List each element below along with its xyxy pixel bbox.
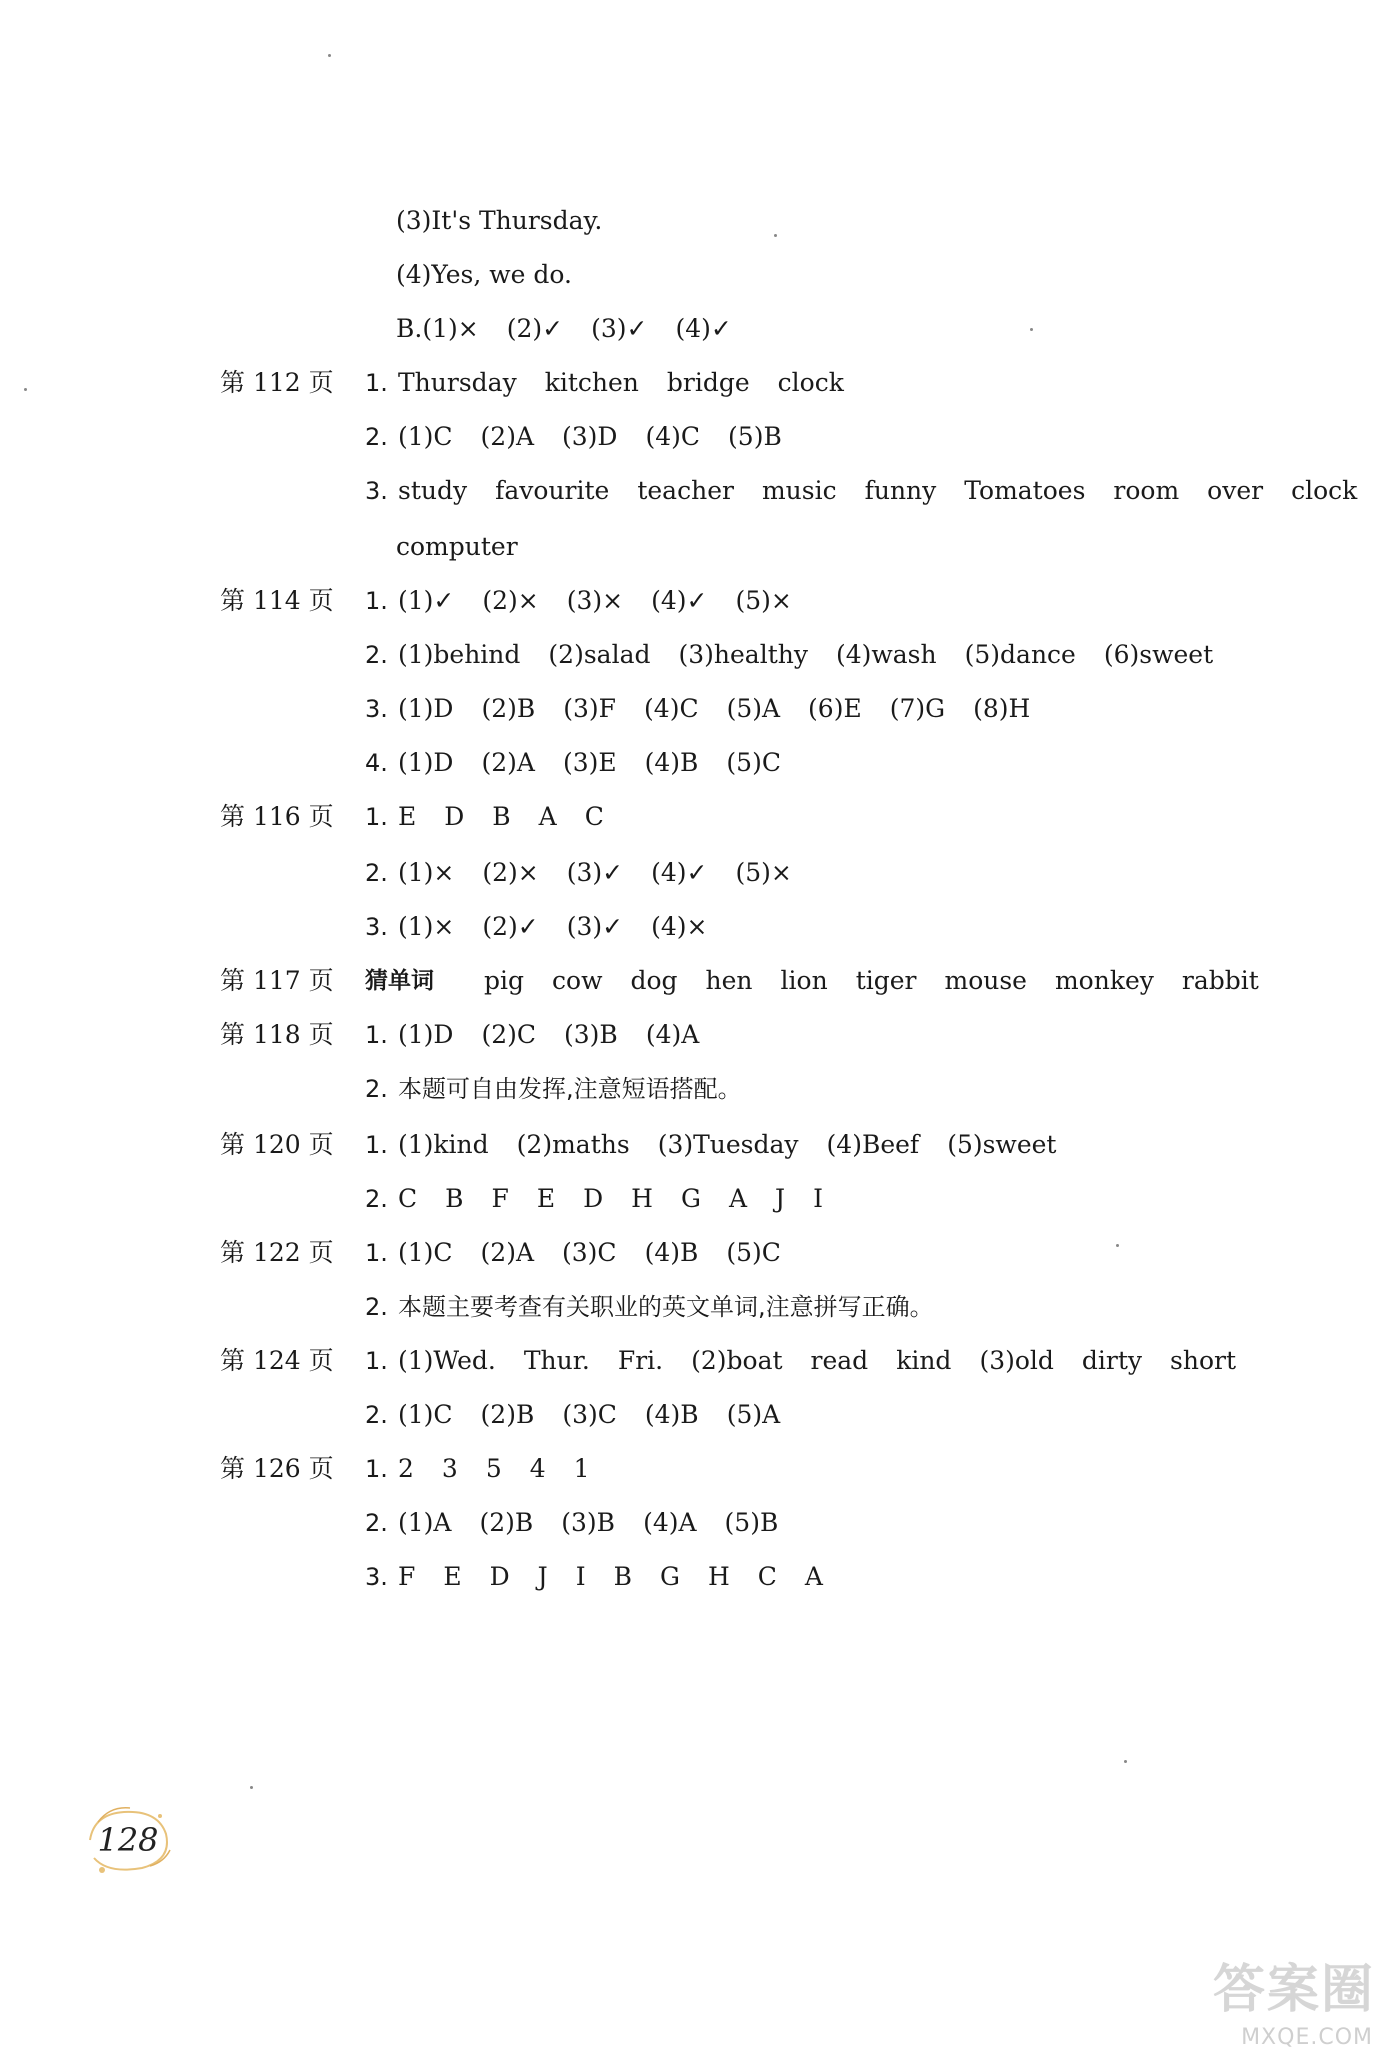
answer-item: (2)B (480, 1400, 535, 1429)
answer-item: (1)Wed. (398, 1346, 496, 1375)
page-reference: 第 116 页 (220, 802, 334, 831)
answer-item: kitchen (544, 368, 639, 397)
answer-item: (2)C (481, 1020, 537, 1049)
answer-line (0, 1442, 1398, 1496)
answer-item: D (444, 802, 465, 831)
answer-item: (2)A (480, 422, 535, 451)
answer-line (0, 520, 1398, 574)
answer-item: (2)maths (516, 1130, 630, 1159)
answer-item: tiger (855, 966, 917, 995)
answer-item: (6)sweet (1103, 640, 1214, 669)
answer-item: C (584, 802, 604, 831)
answer-line (0, 628, 1398, 682)
answer-content (398, 1334, 1264, 1388)
answer-item: (4)wash (835, 640, 937, 669)
answer-item: hen (705, 966, 753, 995)
answer-item: (1)✓ (398, 586, 455, 615)
answer-item: (8)H (973, 694, 1031, 723)
answer-item: I (575, 1562, 586, 1591)
answer-line (0, 410, 1398, 464)
answer-item: (3)✓ (566, 912, 624, 941)
answer-item: (3)F (563, 694, 617, 723)
answer-item: (5)C (726, 1238, 781, 1267)
answer-line (0, 846, 1398, 900)
answer-item: B (492, 802, 511, 831)
answer-item: (3)✓ (591, 314, 648, 343)
answer-item: (7)G (889, 694, 946, 723)
answer-content (398, 900, 736, 954)
page-reference: 第 112 页 (220, 368, 334, 397)
answer-item: (4)✓ (675, 314, 732, 343)
answer-item: (4)C (645, 422, 701, 451)
answer-item: (2)✓ (482, 912, 539, 941)
answer-line (0, 1280, 1398, 1334)
question-number: 1. (365, 1347, 388, 1375)
answer-item: E (398, 802, 417, 831)
answer-item: dog (630, 966, 678, 995)
answer-item: (1)D (398, 748, 454, 777)
answer-content (398, 574, 820, 628)
page-reference: 第 124 页 (220, 1346, 334, 1375)
answer-item: (4)B (644, 1238, 699, 1267)
page-reference: 第 114 页 (220, 586, 334, 615)
answer-line (0, 682, 1398, 736)
answer-item: kind (896, 1346, 952, 1375)
answer-item: (4)C (644, 694, 699, 723)
answer-item: (4)Beef (826, 1130, 920, 1159)
answer-item: (2)B (479, 1508, 534, 1537)
answer-item: (3)× (566, 586, 624, 615)
answer-line (0, 1226, 1398, 1280)
question-number: 2. (365, 1075, 388, 1103)
answer-content (398, 1008, 727, 1062)
question-number: 2. (365, 1509, 388, 1537)
answer-content (396, 520, 546, 574)
section-tag: 猜单词 (365, 968, 434, 994)
answer-item: (1)× (398, 912, 455, 941)
answer-item: (3)B (564, 1020, 618, 1049)
question-number: 3. (365, 477, 388, 505)
answer-item: study (398, 476, 468, 505)
answer-item: (2)× (482, 858, 539, 887)
answer-item: (1)kind (398, 1130, 489, 1159)
page-reference: 第 120 页 (220, 1130, 334, 1159)
answer-item: (3)C (562, 1238, 617, 1267)
question-number: 3. (365, 695, 388, 723)
question-number: 3. (365, 1563, 388, 1591)
answer-content (398, 1280, 962, 1334)
answer-item: (1)C (398, 1238, 453, 1267)
answer-item: lion (780, 966, 828, 995)
scan-speck (1124, 1760, 1127, 1763)
answer-line (0, 954, 1398, 1008)
answer-line (0, 1062, 1398, 1116)
answer-item: G (659, 1562, 680, 1591)
answer-item: (5)× (735, 858, 792, 887)
answer-content (396, 194, 630, 248)
page-number: 128 (97, 1821, 159, 1859)
answer-line (0, 248, 1398, 302)
answer-line (0, 464, 1398, 518)
answer-item: room (1113, 476, 1180, 505)
answer-item: 本题主要考查有关职业的英文单词,注意拼写正确。 (398, 1293, 934, 1321)
answer-item: short (1170, 1346, 1237, 1375)
answer-item: (2)✓ (506, 314, 564, 343)
answer-item: dirty (1081, 1346, 1143, 1375)
answer-content (398, 1172, 851, 1226)
answer-item: (5)A (726, 1400, 781, 1429)
answer-line (0, 736, 1398, 790)
question-number: 1. (365, 587, 388, 615)
question-number: 2. (365, 1293, 388, 1321)
answer-item: (3)E (562, 748, 617, 777)
answer-content (398, 628, 1241, 682)
answer-item: pig (484, 966, 525, 995)
answer-item: 1 (573, 1454, 590, 1483)
page-reference: 第 118 页 (220, 1020, 334, 1049)
question-number: 1. (365, 1455, 388, 1483)
scan-speck (328, 54, 331, 57)
answer-item: rabbit (1181, 966, 1259, 995)
page-reference: 第 117 页 (220, 966, 334, 995)
scan-speck (774, 234, 777, 237)
answer-content (398, 736, 809, 790)
question-number: 3. (365, 913, 388, 941)
answer-content (398, 790, 632, 844)
scan-speck (1116, 1244, 1119, 1247)
answer-content (398, 464, 1385, 518)
question-number: 2. (365, 1401, 388, 1429)
answer-line (0, 1388, 1398, 1442)
answer-item: 2 (398, 1454, 414, 1483)
answer-item: (4)✓ (651, 858, 708, 887)
answer-item: (3)C (562, 1400, 617, 1429)
answer-content (398, 356, 872, 410)
answer-item: (4)B (644, 748, 699, 777)
answer-item: A (804, 1562, 823, 1591)
answer-item: D (489, 1562, 510, 1591)
answer-item: (3)old (979, 1346, 1054, 1375)
answer-item: (5)sweet (947, 1130, 1057, 1159)
answer-item: (2)A (480, 1238, 535, 1267)
answer-item: read (810, 1346, 869, 1375)
answer-content (398, 1388, 808, 1442)
answer-content (396, 248, 600, 302)
answer-item: teacher (637, 476, 734, 505)
answer-line (0, 900, 1398, 954)
answer-item: favourite (495, 476, 610, 505)
answer-item: (1)C (398, 422, 453, 451)
answer-item: Tomatoes (964, 476, 1086, 505)
answer-item: mouse (944, 966, 1027, 995)
answer-item: music (761, 476, 837, 505)
answer-content (398, 1226, 809, 1280)
answer-item: H (631, 1184, 653, 1213)
answer-item: (1)A (398, 1508, 452, 1537)
question-number: 2. (365, 859, 388, 887)
answer-line (0, 194, 1398, 248)
answer-item: computer (396, 532, 518, 561)
answer-item: 3 (441, 1454, 458, 1483)
answer-line (0, 1118, 1398, 1172)
answer-item: clock (1291, 476, 1358, 505)
answer-line (0, 1496, 1398, 1550)
answer-item: F (398, 1562, 416, 1591)
answer-item: (1)D (398, 694, 454, 723)
question-number: 1. (365, 1131, 388, 1159)
answer-item: (5)× (735, 586, 792, 615)
answer-item: (4)A (645, 1020, 700, 1049)
answer-item: bridge (666, 368, 750, 397)
answer-item: Fri. (617, 1346, 664, 1375)
answer-item: (3)D (562, 422, 618, 451)
answer-item: I (813, 1184, 823, 1213)
answer-item: funny (864, 476, 937, 505)
answer-content (398, 1550, 851, 1604)
question-number: 2. (365, 1185, 388, 1213)
answer-item: (4)Yes, we do. (396, 260, 572, 289)
answer-item: (1)× (398, 858, 455, 887)
question-number: 1. (365, 369, 388, 397)
answer-item: (5)dance (964, 640, 1076, 669)
answer-item: (5)B (724, 1508, 779, 1537)
answer-item: C (398, 1184, 418, 1213)
answer-item: (2)A (481, 748, 535, 777)
answer-item: (4)B (644, 1400, 699, 1429)
answer-item: A (538, 802, 557, 831)
answer-item: H (707, 1562, 730, 1591)
answer-content (484, 954, 1287, 1008)
answer-content (398, 682, 1058, 736)
answer-item: 本题可自由发挥,注意短语搭配。 (398, 1075, 742, 1103)
answer-item: (3)healthy (678, 640, 808, 669)
answer-item: 5 (485, 1454, 502, 1483)
answer-line (0, 574, 1398, 628)
scan-speck (24, 388, 27, 391)
question-number: 4. (365, 749, 388, 777)
answer-line (0, 1334, 1398, 1388)
watermark (1200, 1950, 1385, 2050)
answer-item: (1)behind (398, 640, 521, 669)
answer-item: (5)C (726, 748, 781, 777)
question-number: 1. (365, 1021, 388, 1049)
question-number: 2. (365, 641, 388, 669)
answer-item: monkey (1054, 966, 1154, 995)
question-number: 1. (365, 803, 388, 831)
answer-item: Thur. (523, 1346, 590, 1375)
answer-item: Thursday (398, 368, 517, 397)
scan-speck (250, 1786, 253, 1789)
answer-line (0, 1172, 1398, 1226)
answer-content (398, 1496, 806, 1550)
answer-item: 4 (529, 1454, 546, 1483)
answer-item: (3)B (561, 1508, 616, 1537)
answer-item: (1)D (398, 1020, 454, 1049)
watermark-url: MXQE.COM (1241, 2025, 1373, 2050)
answer-item: (5)B (728, 422, 782, 451)
question-number: 1. (365, 1239, 388, 1267)
answer-item: (3)Tuesday (657, 1130, 799, 1159)
answer-item: (4)× (651, 912, 708, 941)
answer-item: A (728, 1184, 748, 1213)
answer-item: J (537, 1562, 548, 1591)
answer-item: (3)✓ (566, 858, 624, 887)
page-reference: 第 122 页 (220, 1238, 334, 1267)
answer-item: (2)B (481, 694, 536, 723)
answer-item: E (443, 1562, 462, 1591)
answer-item: (2)salad (548, 640, 651, 669)
answer-line (0, 1550, 1398, 1604)
watermark-logo-text: 答案圈 (1212, 1960, 1375, 2020)
scan-speck (1030, 328, 1033, 331)
answer-item: (6)E (808, 694, 862, 723)
answer-item: (5)A (726, 694, 781, 723)
answer-item: B (613, 1562, 632, 1591)
answer-item: (2)boat (691, 1346, 783, 1375)
answer-item: over (1207, 476, 1264, 505)
answer-item: G (680, 1184, 701, 1213)
answer-item: (2)× (482, 586, 539, 615)
answer-content (398, 1062, 770, 1116)
answer-content (398, 1118, 1084, 1172)
answer-item: C (757, 1562, 777, 1591)
question-number: 2. (365, 423, 388, 451)
answer-item: D (583, 1184, 604, 1213)
answer-item: (4)A (643, 1508, 697, 1537)
answer-item: J (775, 1184, 786, 1213)
answer-item: E (536, 1184, 556, 1213)
answer-item: B.(1)× (396, 314, 479, 343)
answer-content (398, 410, 810, 464)
answer-item: B (445, 1184, 464, 1213)
answer-line (0, 302, 1398, 356)
answer-content (398, 846, 820, 900)
answer-item: (1)C (398, 1400, 453, 1429)
answer-line (0, 1008, 1398, 1062)
answer-line (0, 356, 1398, 410)
answer-item: F (491, 1184, 509, 1213)
page-reference: 第 126 页 (220, 1454, 334, 1483)
answer-item: (3)It's Thursday. (396, 206, 603, 235)
answer-item: (4)✓ (651, 586, 708, 615)
answer-item: clock (777, 368, 844, 397)
answer-content (396, 302, 760, 356)
answer-content (398, 1442, 618, 1496)
answer-line (0, 790, 1398, 844)
answer-item: cow (552, 966, 603, 995)
